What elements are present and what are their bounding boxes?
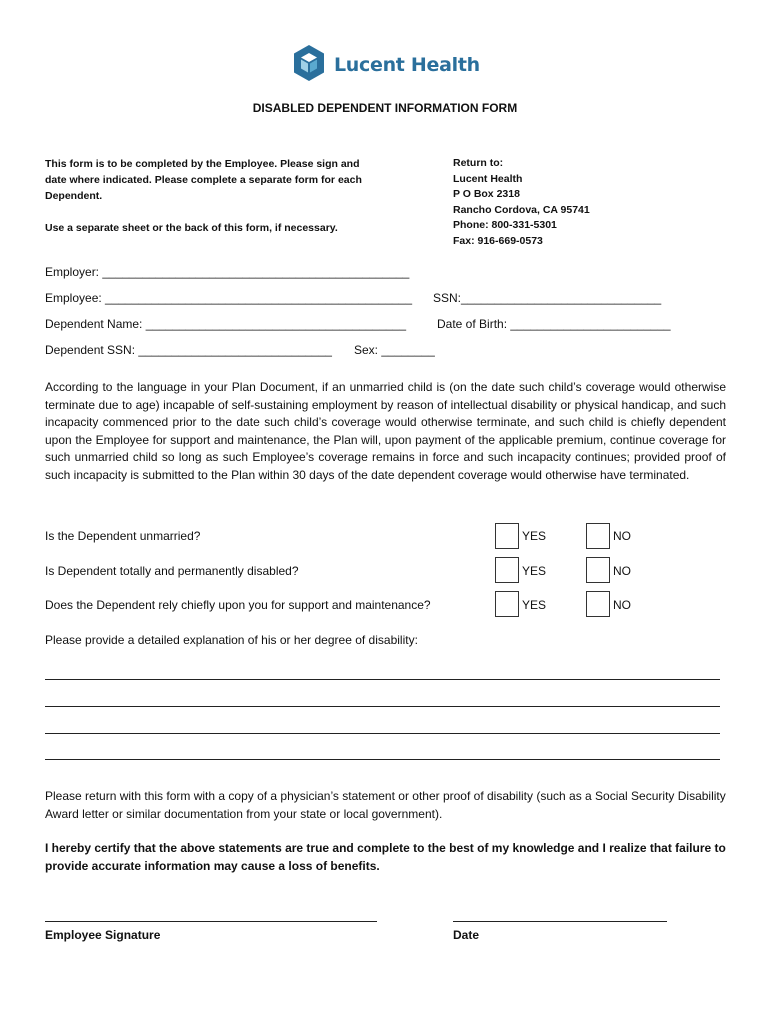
logo xyxy=(292,46,480,84)
explanation-line[interactable] xyxy=(45,706,720,707)
question-support: Does the Dependent rely chiefly upon you for support and maintenance? xyxy=(45,598,431,612)
no-checkbox-unmarried[interactable] xyxy=(586,523,610,549)
return-phone: Phone: 800-331-5301 xyxy=(453,219,557,232)
employee-signature-label: Employee Signature xyxy=(45,928,161,942)
instructions-line-1: This form is to be completed by the Employee. Please sign and date where indicated. Please complete a separate form for each Dependent. xyxy=(45,158,362,202)
return-note: Please return with this form with a copy of a physician’s statement or other proof of disability (such as a Social Security Disability Award letter or similar documentation from your state or local government). xyxy=(45,789,726,821)
plan-paragraph: According to the language in your Plan Document, if an unmarried child is (on the date such child’s coverage would otherwise terminate due to age) incapable of self-sustaining employment by reason of intellectual disability or physical handicap, and such incapacity commenced prior to the date such child’s coverage would otherwise terminate, and such child is chiefly dependent upon the Employee for support and maintenance, the Plan will, upon payment of the applicable premium, continue coverage for such unmarried child so long as such Employee’s coverage remains in force and such incapacity continues; provided proof of such incapacity is submitted to the Plan within 30 days of the date dependent coverage would otherwise have terminated. xyxy=(45,380,726,482)
explanation-line[interactable] xyxy=(45,679,720,680)
return-label: Return to: xyxy=(453,157,504,169)
no-label: NO xyxy=(613,564,631,578)
employer-field[interactable]: Employer: ______________________________________________ xyxy=(45,265,410,279)
return-city: Rancho Cordova, CA 95741 xyxy=(453,203,590,216)
no-label: NO xyxy=(613,529,631,543)
date-of-birth-field[interactable]: Date of Birth: ________________________ xyxy=(437,317,671,331)
yes-label: YES xyxy=(522,598,547,612)
explanation-line[interactable] xyxy=(45,733,720,734)
no-checkbox-disabled[interactable] xyxy=(586,557,610,583)
date-line[interactable] xyxy=(453,921,667,922)
yes-checkbox-support[interactable] xyxy=(495,591,519,617)
yes-label: YES xyxy=(522,564,547,578)
return-address xyxy=(453,156,590,250)
hexagon-cube-icon xyxy=(292,44,326,87)
return-po-box: P O Box 2318 xyxy=(453,188,520,201)
question-disabled: Is Dependent totally and permanently disabled? xyxy=(45,564,299,578)
form-title: DISABLED DEPENDENT INFORMATION FORM xyxy=(252,101,518,115)
dependent-ssn-field[interactable]: Dependent SSN: _____________________________ xyxy=(45,343,332,357)
ssn-field[interactable]: SSN:______________________________ xyxy=(433,291,662,305)
question-unmarried: Is the Dependent unmarried? xyxy=(45,529,201,543)
explanation-prompt: Please provide a detailed explanation of his or her degree of disability: xyxy=(45,633,418,647)
yes-checkbox-unmarried[interactable] xyxy=(495,523,519,549)
sex-field[interactable]: Sex: ________ xyxy=(354,343,435,357)
yes-label: YES xyxy=(522,529,547,543)
instructions-line-2: Use a separate sheet or the back of this form, if necessary. xyxy=(45,222,338,234)
date-label: Date xyxy=(453,928,480,942)
dependent-name-field[interactable]: Dependent Name: _______________________________________ xyxy=(45,317,407,331)
no-checkbox-support[interactable] xyxy=(586,591,610,617)
explanation-line[interactable] xyxy=(45,759,720,760)
return-fax: Fax: 916-669-0573 xyxy=(453,234,543,247)
no-label: NO xyxy=(613,598,631,612)
instructions xyxy=(45,156,380,252)
employee-signature-line[interactable] xyxy=(45,921,377,922)
certification-statement: I hereby certify that the above statements are true and complete to the best of my knowledge and I realize that failure to provide accurate information may cause a loss of benefits. xyxy=(45,841,726,873)
logo-text: Lucent Health xyxy=(334,54,480,76)
employee-field[interactable]: Employee: ______________________________________________ xyxy=(45,291,413,305)
yes-checkbox-disabled[interactable] xyxy=(495,557,519,583)
return-name: Lucent Health xyxy=(453,172,523,185)
